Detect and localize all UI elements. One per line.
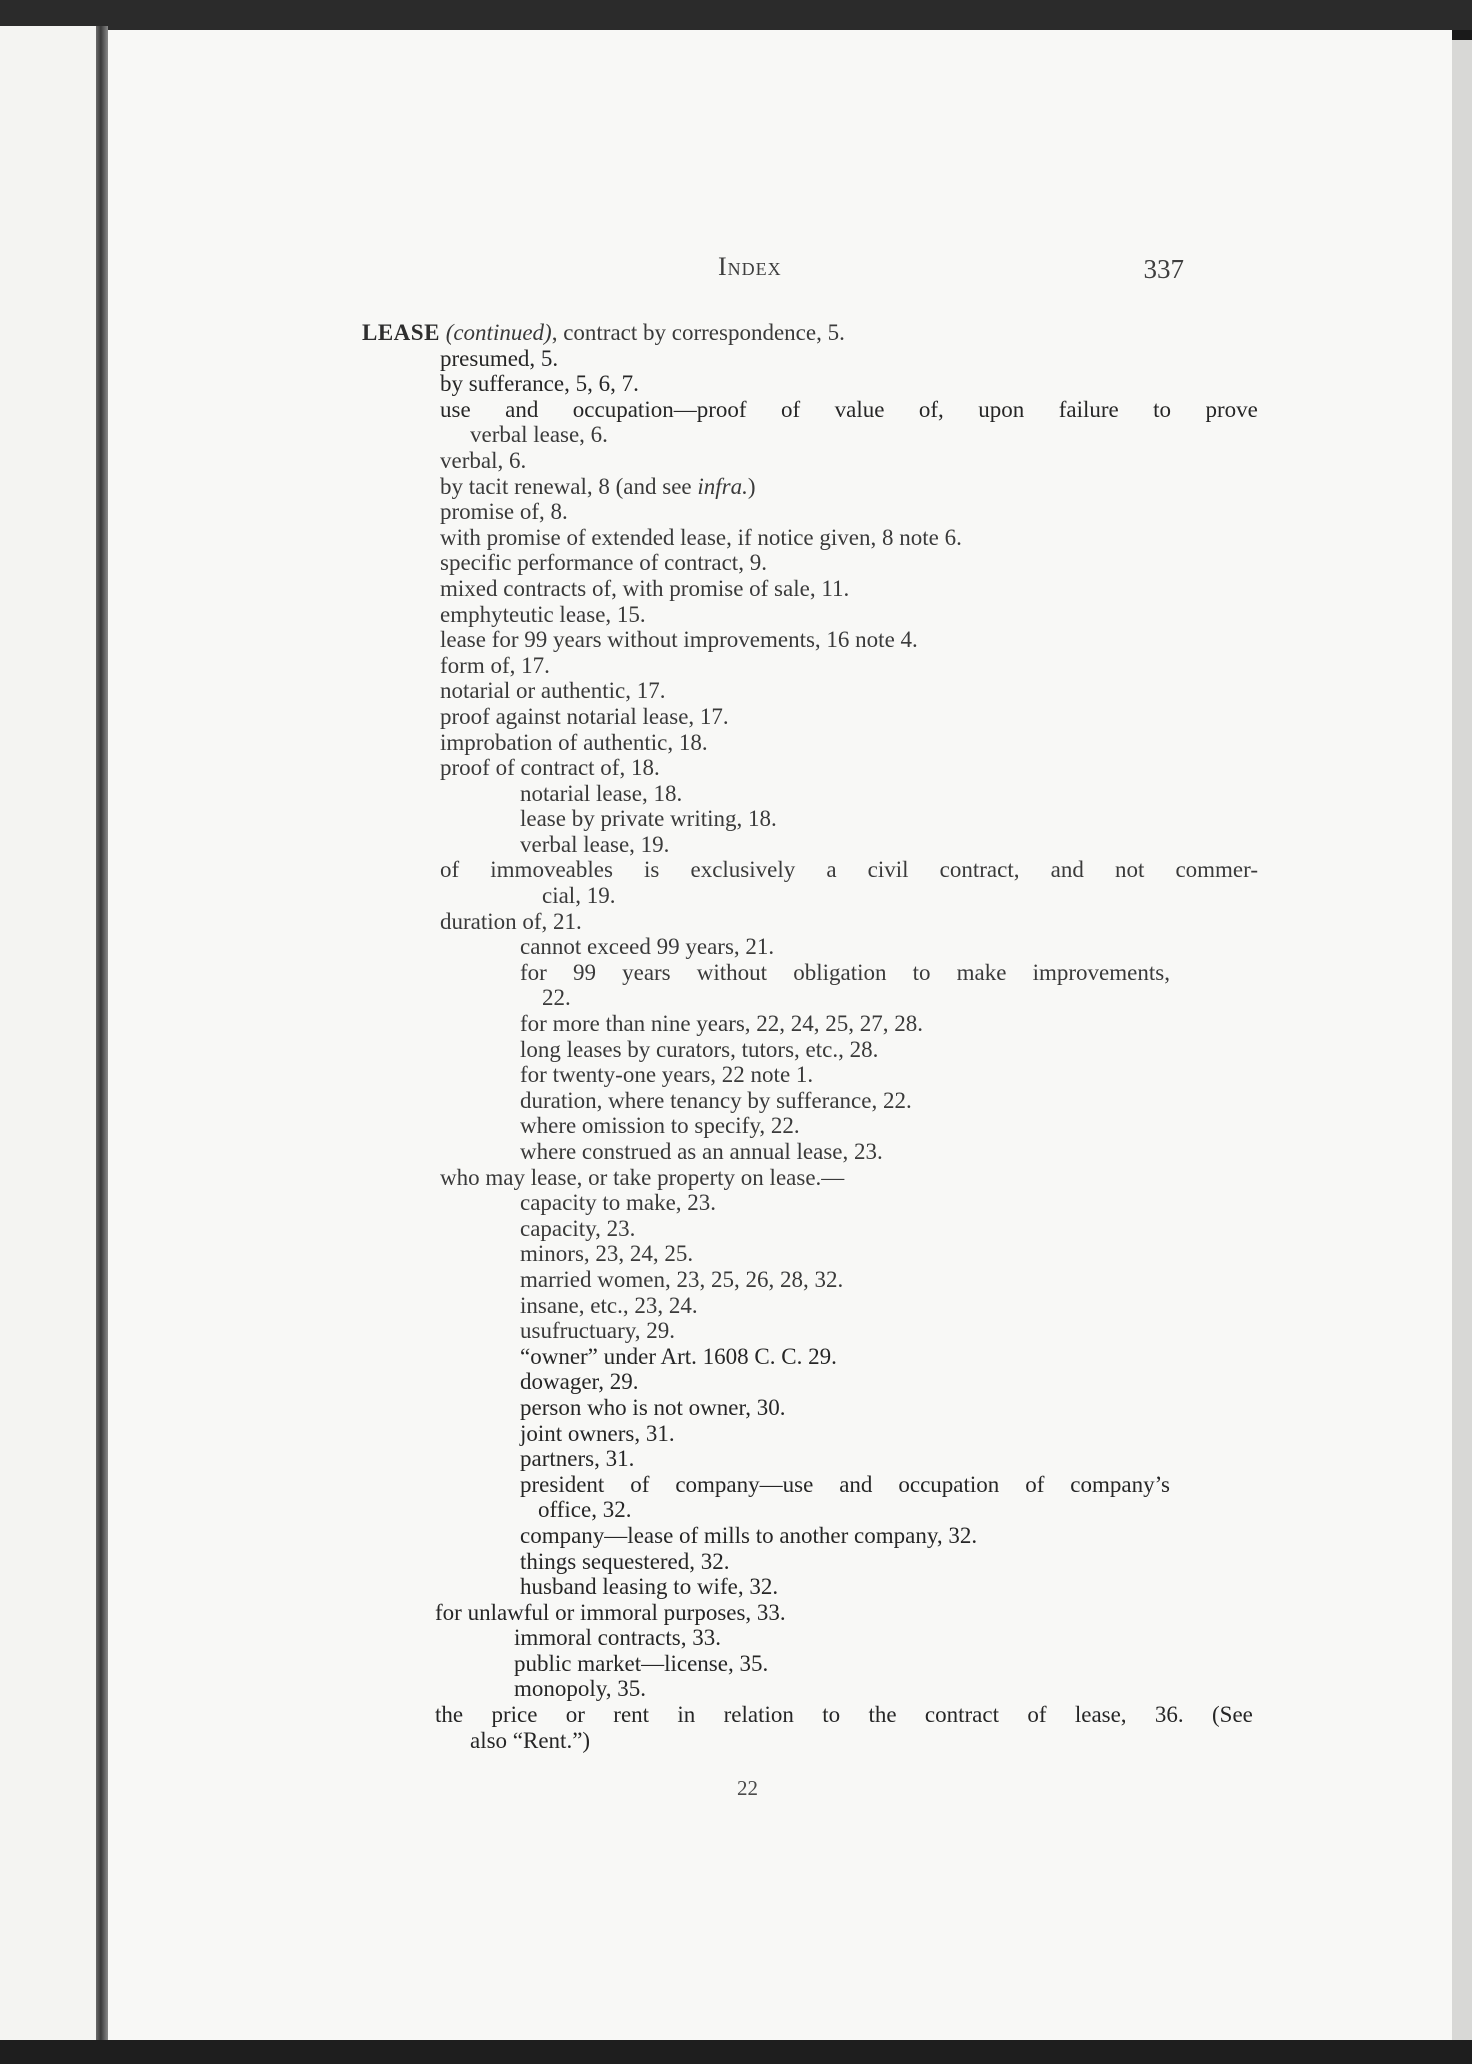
page-right-edge [1452, 40, 1472, 2040]
index-line: joint owners, 31. [520, 1420, 675, 1446]
index-line: verbal, 6. [440, 447, 527, 473]
running-head: Index [718, 252, 782, 281]
index-line: notarial or authentic, 17. [440, 678, 666, 704]
index-line: who may lease, or take property on lease.— [440, 1164, 845, 1190]
index-line: cannot exceed 99 years, 21. [520, 934, 775, 960]
index-line: for unlawful or immoral purposes, 33. [435, 1599, 786, 1625]
index-line: immoral contracts, 33. [514, 1625, 721, 1651]
index-line: husband leasing to wife, 32. [520, 1574, 779, 1600]
entry-text: , contract by correspondence, 5. [551, 320, 845, 345]
index-line: company—lease of mills to another company, 32. [520, 1522, 978, 1548]
entry-text: ) [747, 473, 756, 499]
index-line: lease by private writing, 18. [520, 806, 777, 832]
index-line: 22. [542, 985, 571, 1011]
index-line: presumed, 5. [440, 345, 559, 371]
index-line [362, 396, 1258, 423]
index-line: cial, 19. [542, 883, 616, 909]
scan-top-border [0, 0, 1472, 30]
index-line: promise of, 8. [440, 499, 568, 525]
index-line [362, 474, 1192, 500]
page-number: 337 [1143, 254, 1184, 284]
book-gutter [96, 26, 108, 2042]
index-line [362, 1702, 1253, 1728]
index-line: mixed contracts of, with promise of sale, 11. [440, 575, 850, 601]
index-line: with promise of extended lease, if notice given, 8 note 6. [440, 524, 962, 550]
justified-text: of immoveables is exclusively a civil contract, and not commer- [440, 857, 1258, 883]
index-line: for twenty-one years, 22 note 1. [520, 1062, 814, 1088]
signature-mark: 22 [737, 1776, 758, 1800]
index-line: duration, where tenancy by sufferance, 22. [520, 1087, 912, 1113]
index-line: monopoly, 35. [514, 1676, 647, 1702]
index-line: emphyteutic lease, 15. [440, 601, 646, 627]
headword: LEASE [362, 320, 440, 345]
index-line: public market—license, 35. [514, 1650, 769, 1676]
index-line: usufructuary, 29. [520, 1318, 675, 1344]
index-line: capacity, 23. [520, 1215, 636, 1241]
index-line: person who is not owner, 30. [520, 1394, 786, 1420]
index-line: for more than nine years, 22, 24, 25, 27, 28. [520, 1011, 924, 1037]
index-line: specific performance of contract, 9. [440, 550, 767, 576]
index-line: verbal lease, 6. [470, 422, 608, 448]
facing-page-edge [0, 26, 100, 2042]
index-line: improbation of authentic, 18. [440, 729, 708, 755]
index-line: proof against notarial lease, 17. [440, 703, 729, 729]
justified-text: president of company—use and occupation of company’s [520, 1471, 1170, 1497]
index-line: long leases by curators, tutors, etc., 28. [520, 1036, 879, 1062]
page-header [612, 232, 1184, 284]
index-line: duration of, 21. [440, 908, 582, 934]
index-line [362, 857, 1258, 883]
index-line: verbal lease, 19. [520, 831, 670, 857]
continued-label: (continued) [445, 320, 552, 345]
index-line: dowager, 29. [520, 1369, 639, 1395]
index-line: proof of contract of, 18. [440, 755, 660, 781]
index-line [362, 960, 1192, 986]
index-line: also “Rent.”) [470, 1727, 591, 1753]
index-line: married women, 23, 25, 26, 28, 32. [520, 1266, 844, 1292]
index-line: notarial lease, 18. [520, 780, 683, 806]
index-line: where construed as an annual lease, 23. [520, 1139, 883, 1164]
index-entries [362, 320, 1258, 1753]
index-line: where omission to specify, 22. [520, 1113, 800, 1139]
index-line: “owner” under Art. 1608 C. C. 29. [520, 1343, 837, 1369]
justified-text: for 99 years without obligation to make improvements, [520, 959, 1170, 985]
index-line: insane, etc., 23, 24. [520, 1292, 698, 1318]
justified-text: the price or rent in relation to the contract of lease, 36. (See [435, 1702, 1253, 1728]
index-entry-headline [362, 320, 1192, 346]
index-line: office, 32. [538, 1497, 632, 1523]
index-line: by sufferance, 5, 6, 7. [440, 371, 639, 397]
entry-text: by tacit renewal, 8 (and see [440, 473, 698, 499]
index-line: minors, 23, 24, 25. [520, 1241, 694, 1267]
index-line: things sequestered, 32. [520, 1548, 730, 1574]
scan-bottom-border [0, 2040, 1472, 2064]
justified-text: use and occupation—proof of value of, upon failure to prove [440, 396, 1258, 422]
index-line [362, 1472, 1192, 1498]
index-line: partners, 31. [520, 1446, 635, 1472]
index-line: lease for 99 years without improvements, 16 note 4. [440, 627, 918, 653]
index-line: capacity to make, 23. [520, 1190, 717, 1216]
index-line: form of, 17. [440, 652, 550, 678]
italic-text: infra. [697, 473, 748, 499]
